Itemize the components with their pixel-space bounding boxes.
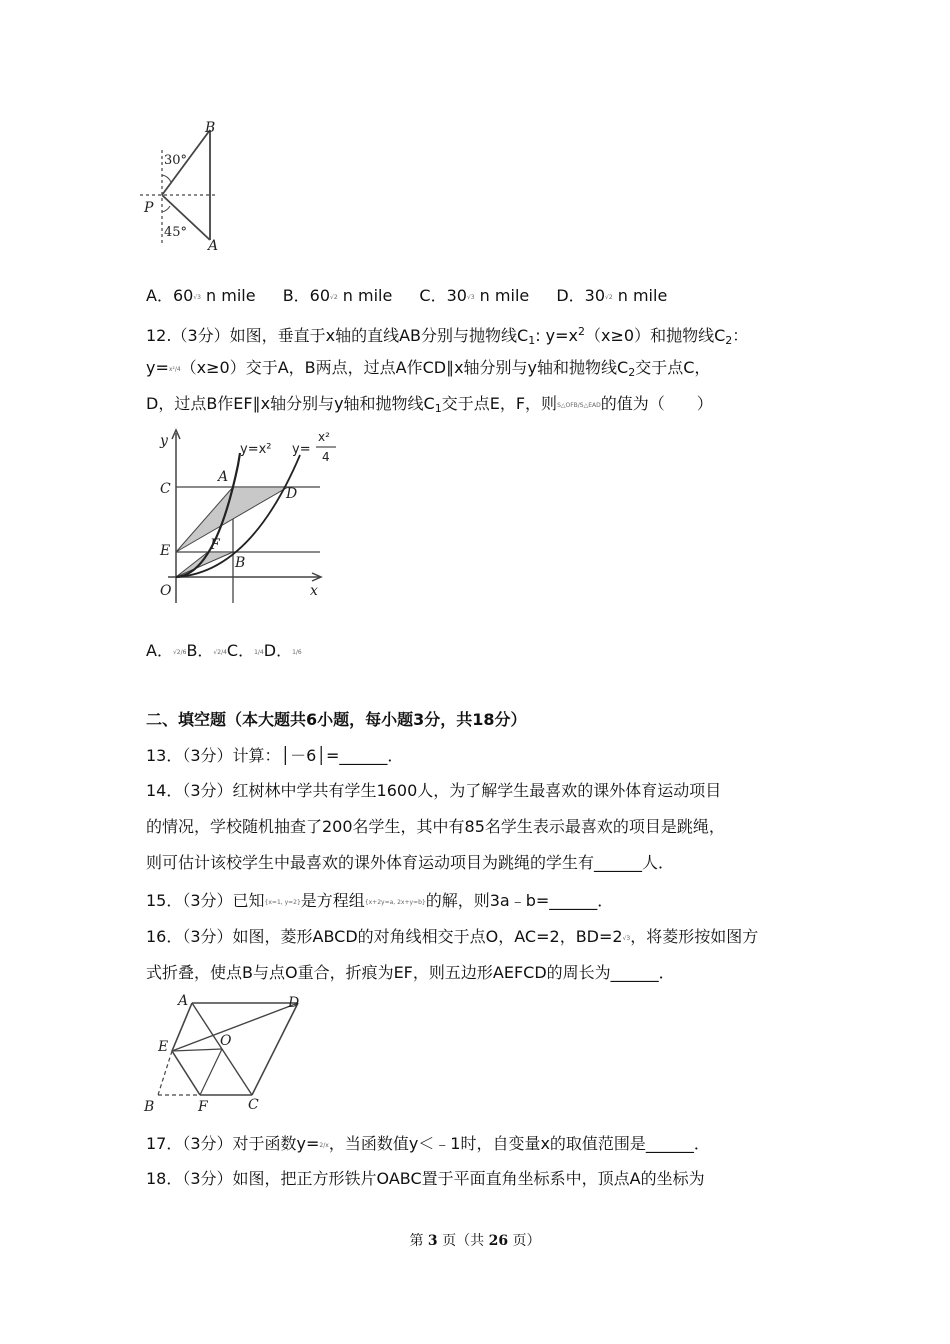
- option-c: C．30√3 n mile: [419, 286, 530, 305]
- figure-q11: [140, 120, 230, 255]
- label-a: A: [178, 993, 189, 1009]
- q15: 15．（3分）已知{x=1, y=2}是方程组{x+2y=a, 2x+y=b}的解，则3a﹣b=______．: [146, 891, 614, 910]
- q16-line2: 式折叠，使点B与点O重合，折痕为EF，则五边形AEFCD的周长为______．: [146, 963, 675, 982]
- figure-q12: [140, 425, 340, 610]
- curve2-num: x²: [318, 430, 330, 444]
- angle-45: 45°: [164, 225, 188, 240]
- label-e: E: [158, 1039, 169, 1055]
- q11-options: [146, 285, 689, 309]
- option-a: A．60√3 n mile: [146, 286, 256, 305]
- q14-line3: 则可估计该校学生中最喜欢的课外体育运动项目为跳绳的学生有______人．: [146, 853, 675, 872]
- label-f: F: [198, 1099, 208, 1115]
- option-d: D．1/6: [263, 641, 302, 660]
- label-d: D: [288, 995, 300, 1011]
- label-d: D: [286, 486, 298, 502]
- q12-options: [146, 640, 302, 664]
- q14-line2: 的情况，学校随机抽查了200名学生，其中有85名学生表示最喜欢的项目是跳绳，: [146, 817, 725, 836]
- q13: 13．（3分）计算：│－6│=______．: [146, 746, 404, 765]
- option-b: B．√2/4: [186, 641, 227, 660]
- label-x: x: [310, 583, 318, 599]
- option-d: D．30√2 n mile: [556, 286, 668, 305]
- page-footer: 第 3 页（共 26 页）: [409, 1233, 541, 1249]
- label-b: B: [144, 1099, 155, 1115]
- label-b: B: [205, 120, 216, 136]
- q12-line2: y=x²/4（x≥0）交于A，B两点，过点A作CD∥x轴分别与y轴和抛物线$C_2$交于点C，: [146, 358, 711, 379]
- label-a: A: [218, 469, 229, 485]
- q16-line1: 16．（3分）如图，菱形ABCD的对角线相交于点O，AC=2，BD=2√3，将菱形按如图方: [146, 927, 759, 946]
- label-b: B: [235, 555, 246, 571]
- label-p: P: [144, 200, 154, 216]
- angle-30: 30°: [164, 153, 188, 168]
- label-a: A: [208, 238, 219, 254]
- label-f: F: [210, 537, 220, 553]
- label-c: C: [248, 1097, 259, 1113]
- option-a: A．√2/6: [146, 641, 187, 660]
- q17: 17．（3分）对于函数y=2/x，当函数值y＜﹣1时，自变量x的取值范围是______．: [146, 1134, 710, 1153]
- q18: 18．（3分）如图，把正方形铁片OABC置于平面直角坐标系中，顶点A的坐标为: [146, 1169, 705, 1188]
- q12-line1: 12.（3分）如图，垂直于x轴的直线AB分别与抛物线$C_1$: $y=x^2(x\ge 0)$和抛物线$C_2$：: [146, 325, 749, 347]
- label-o: O: [160, 583, 172, 599]
- option-c: C．1/4: [226, 641, 264, 660]
- curve2-label: y=: [292, 442, 311, 457]
- label-e: E: [160, 543, 171, 559]
- section-heading: 二、填空题（本大题共6小题，每小题3分，共18分）: [146, 710, 527, 729]
- curve1-label: y=x²: [240, 442, 272, 457]
- q12-line3: D，过点B作EF∥x轴分别与y轴和抛物线$C_1$交于点E，F，则S△OFB/S△EAD的值为（ ）: [146, 394, 713, 415]
- figure-q16: [140, 993, 315, 1118]
- curve2-den: 4: [322, 450, 330, 464]
- label-c: C: [160, 481, 171, 497]
- label-y: y: [160, 433, 168, 449]
- label-o: O: [220, 1033, 232, 1049]
- option-b: B．60√2 n mile: [282, 286, 393, 305]
- q14-line1: 14．（3分）红树林中学共有学生1600人，为了解学生最喜欢的课外体育运动项目: [146, 781, 722, 800]
